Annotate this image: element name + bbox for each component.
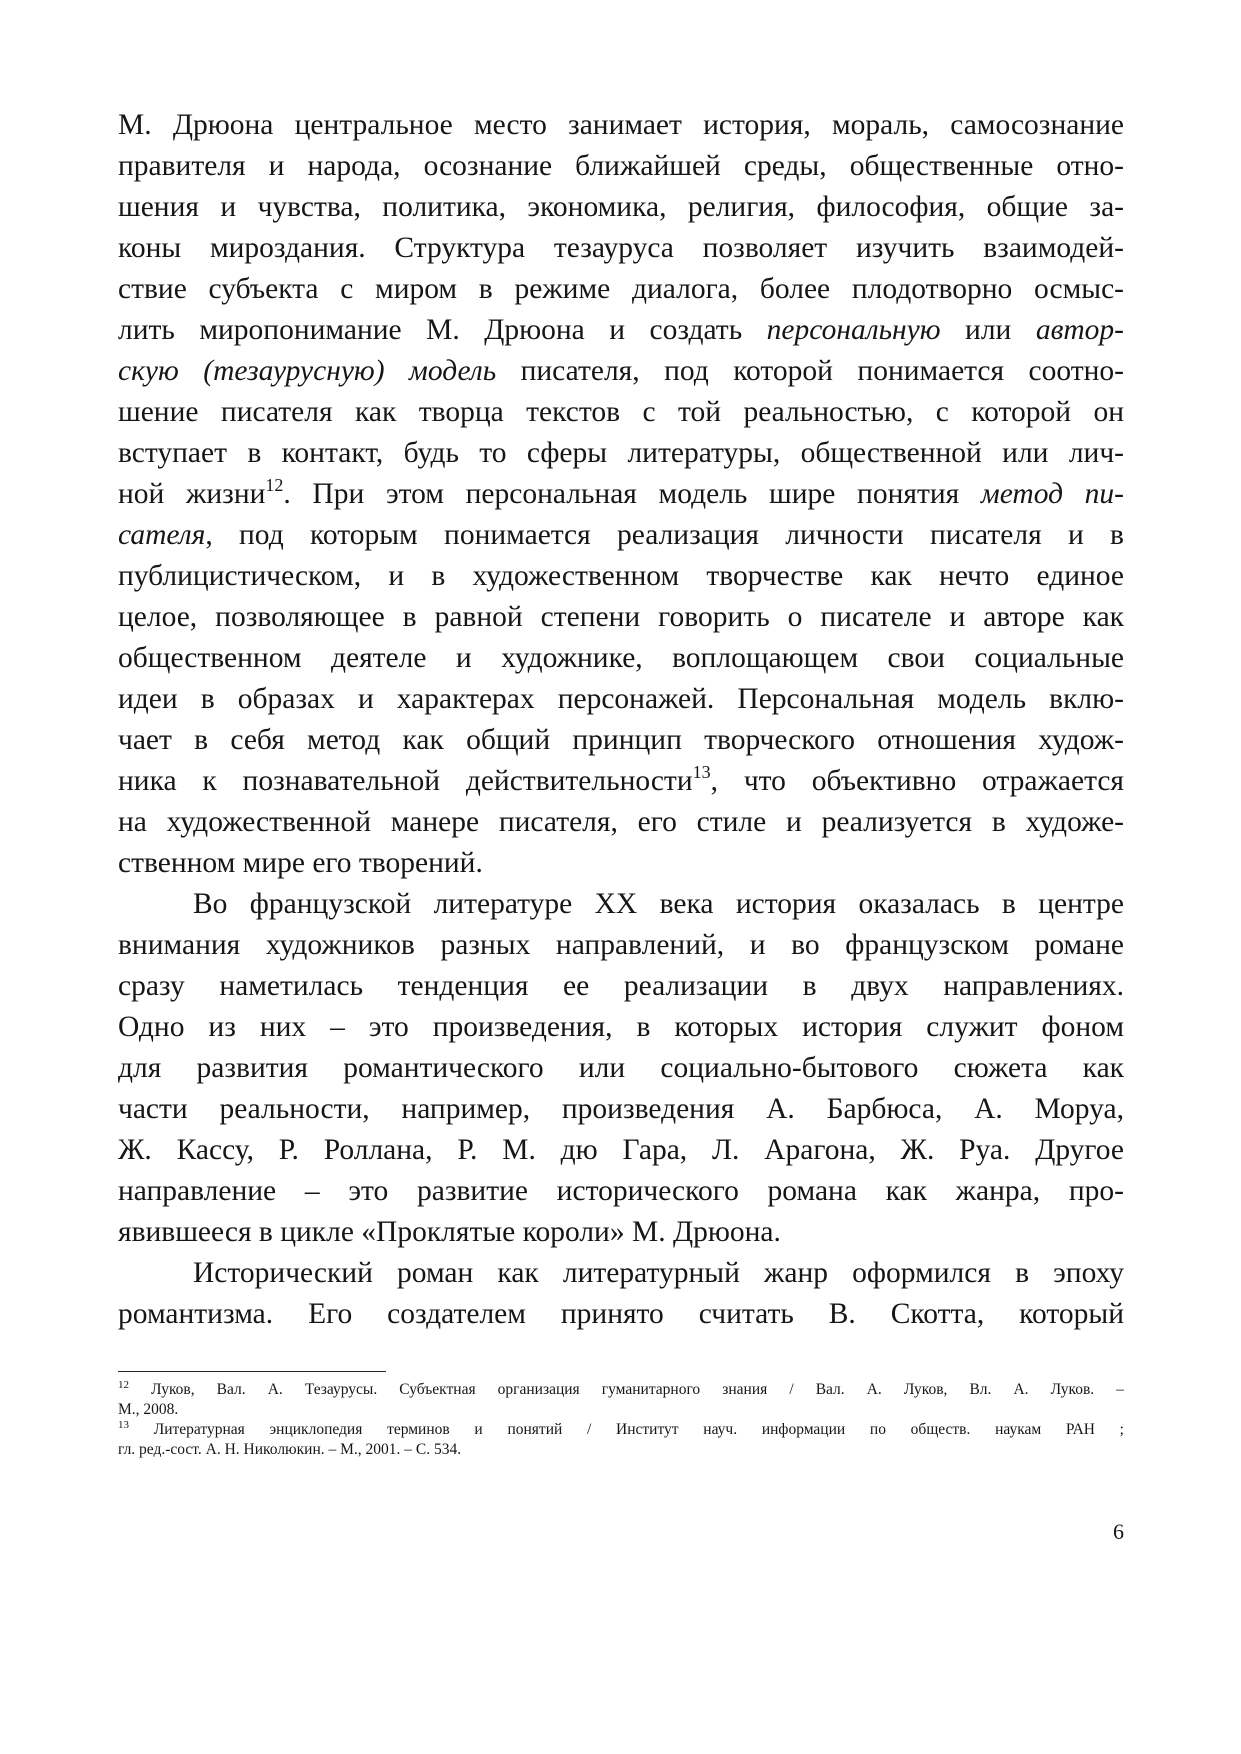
body-line-26: Ж. Кассу, Р. Роллана, Р. М. дю Гара, Л. Арагона, Ж. Руа. Другое <box>118 1134 1124 1166</box>
body-line-24: для развития романтического или социально-бытового сюжета как <box>118 1052 1124 1084</box>
body-line-10: ной жизни$^{12}$. При этом персональная модель шире понятия метод пи- <box>118 475 1124 510</box>
body-line-19: ственном мире его творений. <box>118 847 483 879</box>
body-line-13: целое, позволяющее в равной степени говорить о писателе и авторе как <box>118 601 1124 633</box>
page-number: 6 <box>1113 1519 1124 1544</box>
footnote-number: 12 <box>118 1379 129 1391</box>
footnote-number: 13 <box>118 1419 129 1431</box>
body-line-1: М. Дрюона центральное место занимает история, мораль, самосознание <box>118 109 1124 141</box>
italic-term: метод пи- <box>980 478 1124 510</box>
body-line-9: вступает в контакт, будь то сферы литературы, общественной или лич- <box>118 437 1124 469</box>
footnote-separator <box>118 1371 386 1372</box>
body-line-11: сателя, под которым понимается реализация личности писателя и в <box>118 519 1124 551</box>
footnote-13-line-1: $^{13}$ Литературная энциклопедия терминов и понятий / Институт науч. информации по обществ. наукам РАН ; <box>118 1419 1124 1438</box>
footnote-12-line-1: $^{12}$ Луков, Вал. А. Тезаурусы. Субъектная организация гуманитарного знания / Вал. А. Луков, Вл. А. Луков. – <box>118 1379 1124 1398</box>
footnote-ref-12: 12 <box>265 475 284 495</box>
body-line-25: части реальности, например, произведения А. Барбюса, А. Моруа, <box>118 1093 1124 1125</box>
body-line-23: Одно из них – это произведения, в которых история служит фоном <box>118 1011 1124 1043</box>
italic-term: сателя <box>118 519 206 551</box>
body-line-6: лить миропонимание М. Дрюона и создать персональную или автор- <box>118 314 1124 346</box>
body-line-12: публицистическом, и в художественном творчестве как нечто единое <box>118 560 1124 592</box>
body-line-29: Исторический роман как литературный жанр оформился в эпоху <box>193 1257 1124 1289</box>
body-line-16: чает в себя метод как общий принцип творческого отношения худож- <box>118 724 1124 756</box>
italic-term: персональную <box>766 314 941 346</box>
body-line-3: шения и чувства, политика, экономика, религия, философия, общие за- <box>118 191 1124 223</box>
italic-term: автор- <box>1035 314 1124 346</box>
body-line-15: идеи в образах и характерах персонажей. Персональная модель вклю- <box>118 683 1124 715</box>
body-line-5: ствие субъекта с миром в режиме диалога, более плодотворно осмыс- <box>118 273 1124 305</box>
body-line-14: общественном деятеле и художнике, воплощающем свои социальные <box>118 642 1124 674</box>
body-line-27: направление – это развитие исторического романа как жанра, про- <box>118 1175 1124 1207</box>
footnote-13-line-2: гл. ред.-сост. А. Н. Николюкин. – М., 2001. – С. 534. <box>118 1441 462 1458</box>
body-line-22: сразу наметилась тенденция ее реализации в двух направлениях. <box>118 970 1124 1002</box>
body-line-20: Во французской литературе XX века история оказалась в центре <box>193 888 1124 920</box>
body-line-7: скую (тезаурусную) модель писателя, под которой понимается соотно- <box>118 355 1125 387</box>
italic-term: скую (тезаурусную) модель <box>118 355 497 387</box>
body-line-4: коны мироздания. Структура тезауруса позволяет изучить взаимодей- <box>118 232 1124 264</box>
body-line-2: правителя и народа, осознание ближайшей среды, общественные отно- <box>118 150 1124 182</box>
body-line-8: шение писателя как творца текстов с той реальностью, с которой он <box>118 396 1124 428</box>
body-line-17: ника к познавательной действительности$^{13}$, что объективно отражается <box>118 762 1124 797</box>
footnote-ref-13: 13 <box>692 762 711 782</box>
body-line-28: явившееся в цикле «Проклятые короли» М. Дрюона. <box>118 1216 781 1248</box>
body-line-18: на художественной манере писателя, его стиле и реализуется в художе- <box>118 806 1124 838</box>
body-line-21: внимания художников разных направлений, и во французском романе <box>118 929 1124 961</box>
body-line-30: романтизма. Его создателем принято считать В. Скотта, который <box>118 1298 1124 1330</box>
footnote-12-line-2: М., 2008. <box>118 1401 179 1418</box>
